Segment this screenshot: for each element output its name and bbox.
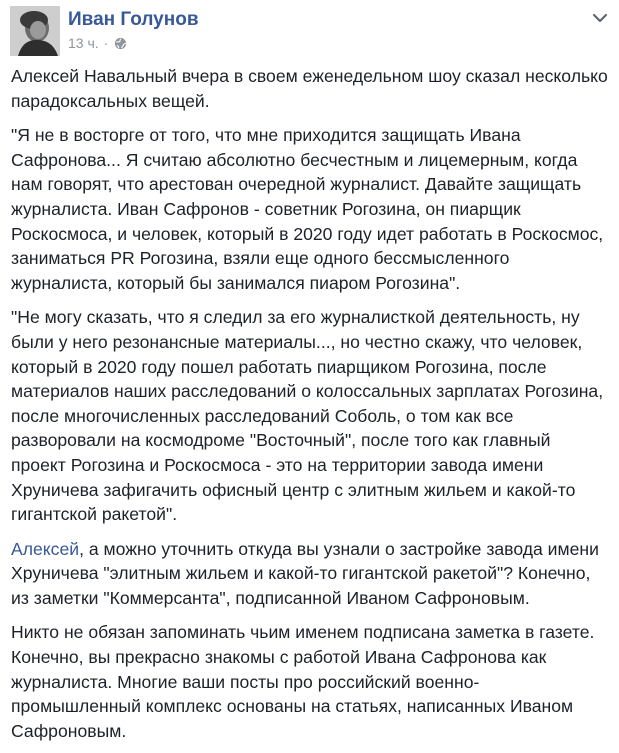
globe-icon[interactable] bbox=[114, 37, 127, 50]
meta-separator: · bbox=[103, 35, 109, 51]
post-options-button[interactable] bbox=[590, 10, 610, 26]
post-paragraph: "Я не в восторге от того, что мне приходится защищать Ивана Сафронова... Я считаю абсолютно бесчестным и лицемерным, когда нам говорят, что арестован очередной журналист. Давайте защищать журналиста. Иван Сафронов - советник Рогозина, он пиарщик Роскосмоса, и человек, который в 2020 году идет работать в Роскосмос, заниматься PR Рогозина, взяли еще одного бессмысленного журналиста, который бы занимался пиаром Рогозина". bbox=[11, 125, 604, 293]
post-meta bbox=[68, 35, 127, 51]
paragraph-text: , а можно уточнить откуда вы узнали о застройке завода имени Хруничева "элитным жильем и какой-то гигантской ракетой"? Конечно, из заметки "Коммерсанта", подписанной Иваном Сафроновым. bbox=[11, 538, 599, 608]
post-paragraph: "Не могу сказать, что я следил за его журналисткой деятельность, ну были у него резонансные материалы..., но честно скажу, что человек, который в 2020 году пошел работать пиарщиком Рогозина, после материалов наших расследований о колоссальных зарплатах Рогозина, после многочисленных расследований Соболь, о том как все разворовали на космодроме "Восточный", после того как главный проект Рогозина и Роскосмоса - это на территории завода имени Хруничева зафигачить офисный центр с элитным жильем и какой-то гигантской ракетой". bbox=[11, 307, 604, 525]
author-name[interactable]: Иван Голунов bbox=[68, 9, 199, 30]
post-body bbox=[11, 64, 609, 753]
avatar[interactable] bbox=[10, 6, 60, 56]
post-paragraph: Никто не обязан запоминать чьим именем подписана заметка в газете. Конечно, вы прекрасно знакомы с работой Ивана Сафронова как журналиста. Многие ваши посты про российский военно-промышленный комплекс основаны на статьях, написанных Иваном Сафроновым. bbox=[11, 622, 595, 741]
mention-link[interactable]: Алексей bbox=[11, 538, 80, 559]
post-timestamp[interactable]: 13 ч. bbox=[68, 35, 99, 51]
post-paragraph bbox=[11, 537, 609, 611]
post-header bbox=[10, 6, 610, 58]
avatar-image bbox=[10, 6, 60, 56]
post-paragraph: Алексей Навальный вчера в своем еженедельном шоу сказал несколько парадоксальных вещей. bbox=[11, 66, 608, 111]
chevron-down-icon bbox=[590, 10, 610, 26]
